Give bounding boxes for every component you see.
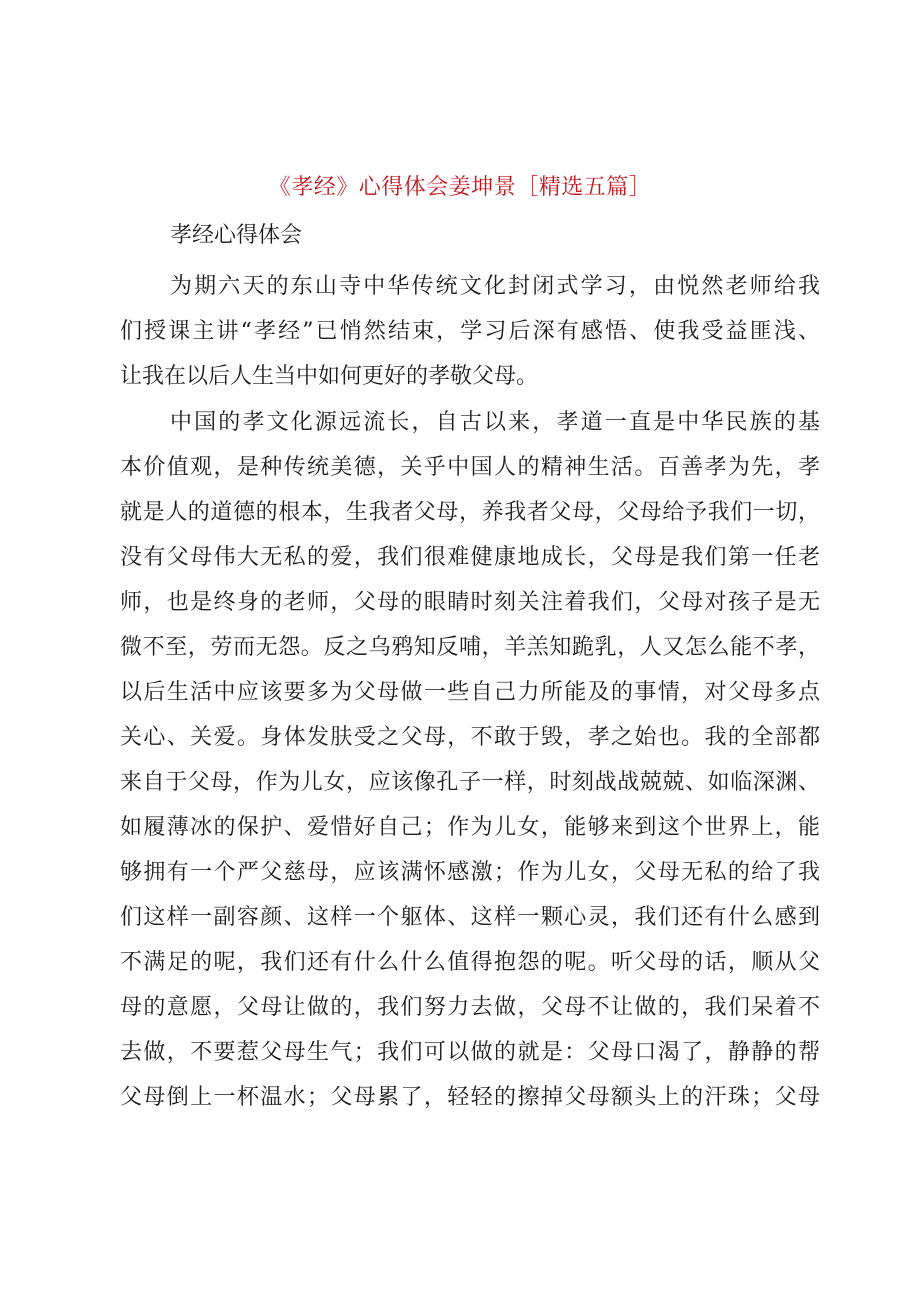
paragraph-line: 让我在以后人生当中如何更好的孝敬父母。	[120, 364, 539, 389]
paragraph-line: 够拥有一个严父慈母，应该满怀感激；作为儿女，父母无私的给了我	[120, 860, 820, 885]
paragraph-line: 母的意愿，父母让做的，我们努力去做，父母不让做的，我们呆着不	[120, 995, 820, 1020]
paragraph-2	[120, 400, 820, 1120]
paragraph-line: 就是人的道德的根本，生我者父母，养我者父母，父母给予我们一切，	[120, 500, 820, 525]
paragraph-line: 不满足的呢，我们还有什么什么值得抱怨的呢。听父母的话，顺从父	[120, 950, 820, 975]
paragraph-line: 们这样一副容颜、这样一个躯体、这样一颗心灵，我们还有什么感到	[120, 905, 820, 930]
paragraph-line: 师，也是终身的老师，父母的眼睛时刻关注着我们，父母对孩子是无	[120, 590, 820, 615]
paragraph-line: 去做，不要惹父母生气；我们可以做的就是：父母口渴了，静静的帮	[120, 1040, 820, 1065]
paragraph-line: 关心、关爱。身体发肤受之父母，不敢于毁，孝之始也。我的全部都	[120, 725, 820, 750]
paragraph-line: 为期六天的东山寺中华传统文化封闭式学习，由悦然老师给我	[170, 274, 820, 299]
paragraph-line: 父母倒上一杯温水；父母累了，轻轻的擦掉父母额头上的汗珠；父母	[120, 1085, 820, 1110]
paragraph-line: 来自于父母，作为儿女，应该像孔子一样，时刻战战兢兢、如临深渊、	[120, 770, 820, 795]
document-subtitle: 孝经心得体会	[170, 223, 303, 248]
paragraph-line: 本价值观，是种传统美德，关乎中国人的精神生活。百善孝为先，孝	[120, 455, 820, 480]
paragraph-line: 微不至，劳而无怨。反之乌鸦知反哺，羊羔知跪乳，人又怎么能不孝，	[120, 635, 820, 660]
paragraph-line: 们授课主讲“孝经”已悄然结束，学习后深有感悟、使我受益匪浅、	[120, 319, 820, 344]
paragraph-line: 中国的孝文化源远流长，自古以来，孝道一直是中华民族的基	[170, 410, 820, 435]
paragraph-1	[120, 264, 820, 399]
document-title: 《孝经》心得体会姜坤景［精选五篇］	[268, 175, 652, 200]
paragraph-line: 没有父母伟大无私的爱，我们很难健康地成长，父母是我们第一任老	[120, 545, 820, 570]
paragraph-line: 以后生活中应该要多为父母做一些自己力所能及的事情，对父母多点	[120, 680, 820, 705]
paragraph-line: 如履薄冰的保护、爱惜好自己；作为儿女，能够来到这个世界上，能	[120, 815, 820, 840]
